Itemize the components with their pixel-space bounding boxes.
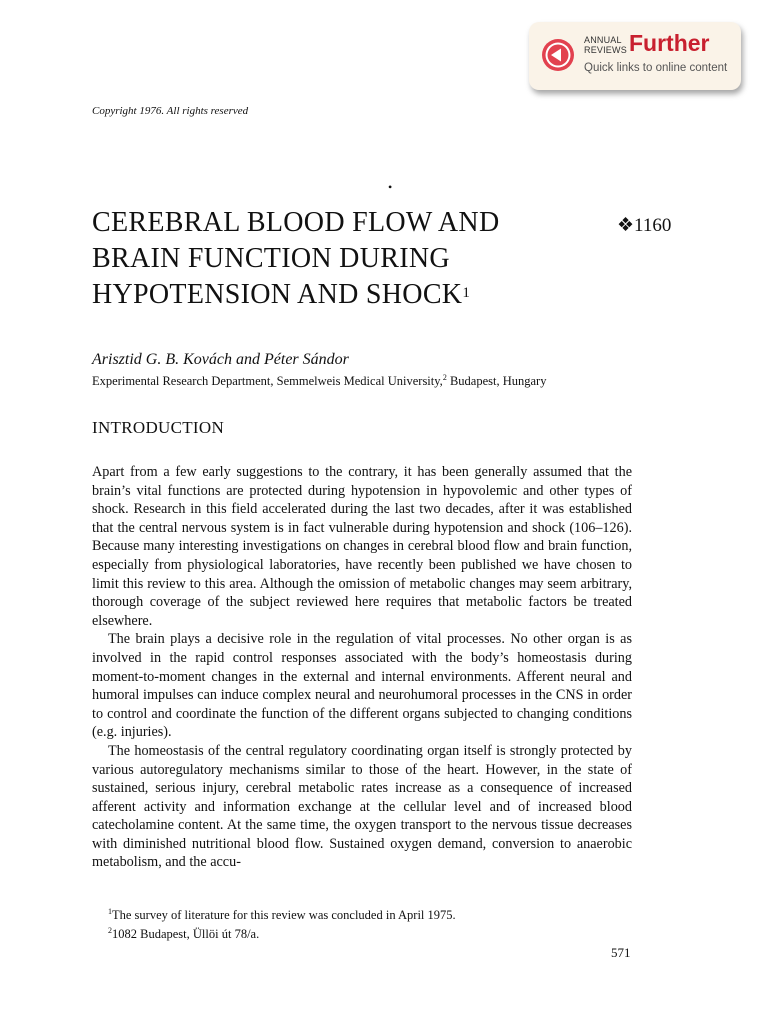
copyright-notice: Copyright 1976. All rights reserved — [92, 105, 249, 117]
paragraph-3: The homeostasis of the central regulatory coordinating organ itself is strongly protected by various autoregulatory mechanisms similar to those of the heart. However, in the state of sustained, serious injury, cerebral metabolic rates increase as a consequence of increased afferent activity and information exchange at the cellular level and of increased blood catecholamine content. At the same time, the oxygen transport to the nervous tissue decreases with diminished nutritional blood flow. Sustained oxygen demand, conversion to anaerobic metabolism, and the accu- — [92, 742, 632, 871]
footnote-1-mark: 1 — [108, 907, 112, 916]
affiliation-footnote-mark: 2 — [442, 373, 447, 382]
title-line-3-text: HYPOTENSION AND SHOCK — [92, 279, 463, 310]
further-subtitle: Quick links to online content — [584, 62, 728, 74]
footnote-1 — [108, 904, 456, 923]
reviews-label: REVIEWS — [584, 45, 627, 55]
footnote-2 — [108, 923, 456, 942]
article-body — [92, 463, 632, 872]
title-footnote-mark: 1 — [462, 285, 471, 301]
affiliation-location: Budapest, Hungary — [446, 374, 547, 389]
footnote-1-text: The survey of literature for this review was concluded in April 1975. — [112, 908, 456, 923]
article-number: ❖1160 — [617, 215, 672, 236]
paragraph-2: The brain plays a decisive role in the regulation of vital processes. No other organ is as involved in the rapid control responses associated with the body’s homeostasis during moment-to-moment changes in the external and internal environments. Afferent neural and humoral impulses can induce complex neural and neurohumoral processes in the CNS in order to control and coordinate the function of the different organs subjected to changing conditions (e.g. injuries). — [92, 631, 632, 741]
section-heading: INTRODUCTION — [92, 418, 225, 437]
center-dot: • — [388, 180, 393, 194]
title-line-2: BRAIN FUNCTION DURING — [92, 243, 450, 274]
page-number: 571 — [611, 945, 631, 960]
title-line-1: CEREBRAL BLOOD FLOW AND — [92, 207, 500, 238]
further-badge[interactable] — [529, 22, 741, 90]
affiliation-text: Experimental Research Department, Semmelweis Medical University, — [92, 374, 443, 389]
annual-label: ANNUAL — [584, 35, 622, 45]
further-label: Further — [629, 30, 710, 56]
article-title — [92, 205, 592, 313]
annual-reviews-logo — [584, 35, 627, 55]
title-line-3 — [92, 277, 592, 313]
paragraph-1: Apart from a few early suggestions to the contrary, it has been generally assumed that the brain’s vital functions are protected during hypotension in hypovolemic and other types of shock. Research in this field accelerated during the last two decades, after it was established that the central nervous system is in fact vulnerable during hypotension and shock (106–126). Because many interesting investigations on changes in cerebral blood flow and brain function, especially from physiological laboratories, have recently been published we have chosen to limit this review to this area. Although the omission of metabolic changes may seem arbitrary, thorough coverage of the subject reviewed here requires that metabolic factors be treated elsewhere. — [92, 464, 632, 629]
footnote-2-mark: 2 — [108, 926, 112, 936]
affiliation — [92, 373, 546, 389]
footnotes — [108, 904, 456, 942]
authors: Arisztid G. B. Kovách and Péter Sándor — [92, 351, 349, 368]
further-arrow-icon — [541, 38, 575, 72]
footnote-2-text: 1082 Budapest, Üllöi út 78/a. — [112, 927, 260, 942]
